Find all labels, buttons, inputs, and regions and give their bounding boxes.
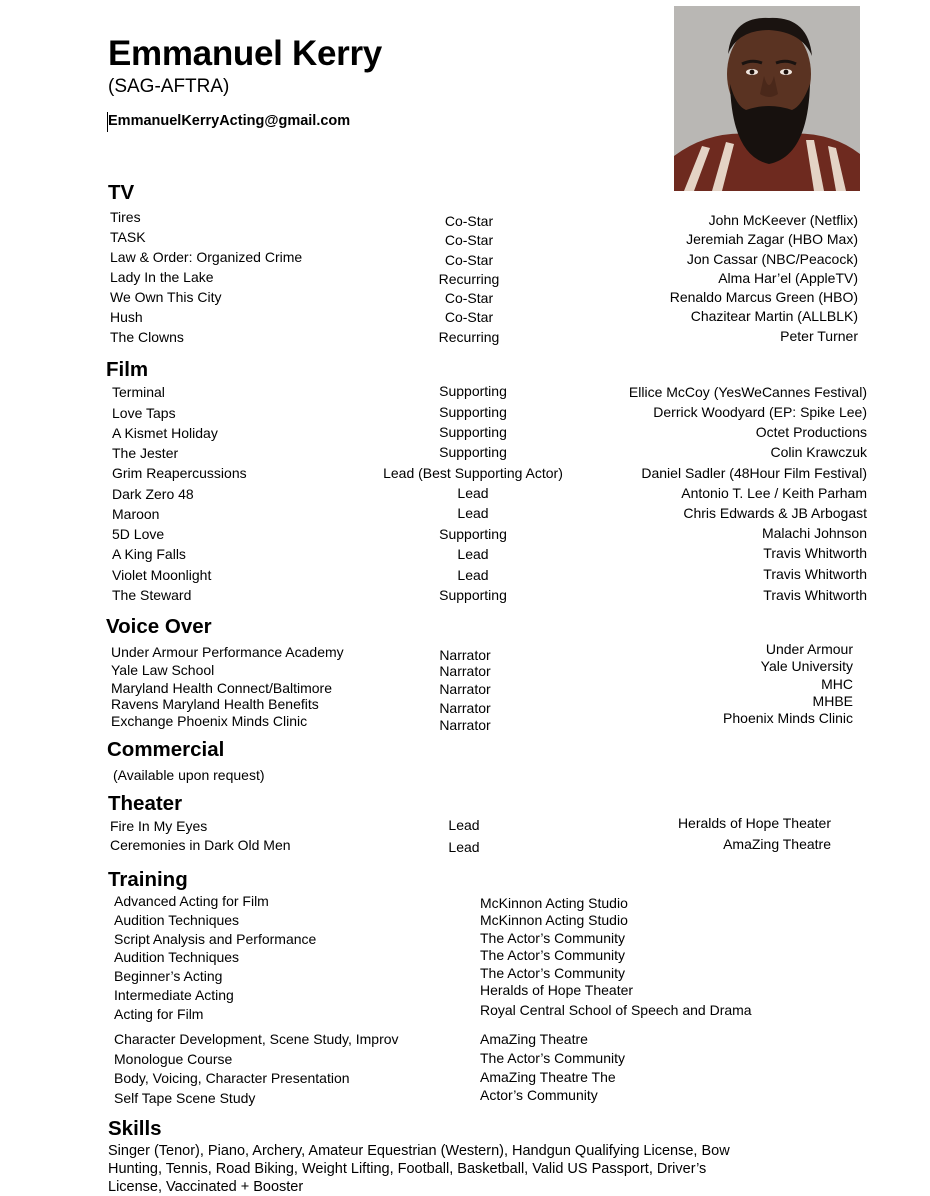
credit-role: Lead (Best Supporting Actor) <box>383 465 563 481</box>
credit-role: Co-Star <box>444 232 494 248</box>
credit-director: Octet Productions <box>755 424 867 440</box>
credit-role: Lead <box>457 567 489 583</box>
section-heading-tv: TV <box>108 181 135 204</box>
section-heading-commercial: Commercial <box>107 738 225 761</box>
credit-director: Ellice McCoy (YesWeCannes Festival) <box>628 384 867 400</box>
training-course: Advanced Acting for Film <box>114 893 269 909</box>
training-course: Body, Voicing, Character Presentation <box>114 1070 350 1086</box>
credit-title: Fire In My Eyes <box>110 818 208 834</box>
credit-role: Co-Star <box>444 290 494 306</box>
training-course: Script Analysis and Performance <box>114 931 317 947</box>
credit-title: Terminal <box>112 384 165 400</box>
credit-director: Peter Turner <box>780 328 858 344</box>
credit-title: Yale Law School <box>111 662 215 678</box>
credit-role: Narrator <box>439 681 491 697</box>
credit-director: Derrick Woodyard (EP: Spike Lee) <box>653 404 867 420</box>
credit-title: Law & Order: Organized Crime <box>110 249 303 265</box>
credit-role: Supporting <box>439 383 507 399</box>
training-school: The Actor’s Community <box>480 930 625 946</box>
credit-title: A Kismet Holiday <box>112 425 218 441</box>
credit-role: Supporting <box>439 424 507 440</box>
actor-name: Emmanuel Kerry <box>108 34 382 73</box>
credit-title: 5D Love <box>112 526 165 542</box>
credit-title: Dark Zero 48 <box>112 486 194 502</box>
training-course: Monologue Course <box>114 1051 233 1067</box>
commercial-note: (Available upon request) <box>113 767 265 783</box>
training-course: Audition Techniques <box>114 949 240 965</box>
training-course: Character Development, Scene Study, Improv <box>114 1031 399 1047</box>
credit-role: Lead <box>457 505 489 521</box>
training-school: The Actor’s Community <box>480 965 625 981</box>
credit-role: Supporting <box>439 526 507 542</box>
credit-role: Co-Star <box>444 213 494 229</box>
training-school: The Actor’s Community <box>480 947 625 963</box>
credit-role: Lead <box>457 485 489 501</box>
credit-title: Tires <box>110 209 141 225</box>
credit-director: John McKeever (Netflix) <box>708 212 858 228</box>
credit-role: Narrator <box>439 663 491 679</box>
credit-role: Narrator <box>439 717 491 733</box>
credit-title: The Jester <box>112 445 179 461</box>
training-school: The Actor’s Community <box>480 1050 625 1066</box>
credit-director: Travis Whitworth <box>763 545 867 561</box>
credit-director: Travis Whitworth <box>763 566 867 582</box>
credit-director: Under Armour <box>765 641 853 657</box>
training-course: Audition Techniques <box>114 912 240 928</box>
credit-director: Alma Har’el (AppleTV) <box>718 270 858 286</box>
credit-title: Love Taps <box>112 405 176 421</box>
training-school: Actor’s Community <box>480 1087 598 1103</box>
credit-director: Phoenix Minds Clinic <box>723 710 853 726</box>
credit-title: Ceremonies in Dark Old Men <box>110 837 291 853</box>
credit-title: TASK <box>110 229 146 245</box>
training-school: Heralds of Hope Theater <box>480 982 634 998</box>
training-school: McKinnon Acting Studio <box>480 895 628 911</box>
credit-title: Maryland Health Connect/Baltimore <box>111 680 332 696</box>
section-heading-theater: Theater <box>108 792 183 815</box>
credit-director: Yale University <box>760 658 853 674</box>
credit-director: Heralds of Hope Theater <box>677 815 831 831</box>
credit-title: The Clowns <box>110 329 184 345</box>
credit-director: Chazitear Martin (ALLBLK) <box>690 308 858 324</box>
credit-role: Supporting <box>439 587 507 603</box>
credit-director: MHBE <box>812 693 853 709</box>
training-school: Royal Central School of Speech and Drama <box>480 1002 752 1018</box>
credit-director: Jeremiah Zagar (HBO Max) <box>686 231 858 247</box>
training-course: Self Tape Scene Study <box>114 1090 256 1106</box>
credit-role: Supporting <box>439 444 507 460</box>
credit-role: Lead <box>457 546 489 562</box>
credit-role: Co-Star <box>444 252 494 268</box>
credit-role: Supporting <box>439 404 507 420</box>
credit-role: Narrator <box>439 700 491 716</box>
headshot-photo <box>674 6 860 191</box>
union-affiliation: (SAG-AFTRA) <box>108 76 230 97</box>
training-school: AmaZing Theatre The <box>480 1069 616 1085</box>
credit-director: Colin Krawczuk <box>770 444 867 460</box>
credit-director: Antonio T. Lee / Keith Parham <box>681 485 867 501</box>
credit-role: Narrator <box>439 647 491 663</box>
credit-title: A King Falls <box>112 546 186 562</box>
credit-title: We Own This City <box>110 289 222 305</box>
credit-title: Lady In the Lake <box>110 269 214 285</box>
credit-role: Recurring <box>438 271 500 287</box>
training-course: Beginner’s Acting <box>114 968 223 984</box>
credit-title: Exchange Phoenix Minds Clinic <box>111 713 308 729</box>
credit-title: Violet Moonlight <box>112 567 212 583</box>
credit-title: Maroon <box>112 506 160 522</box>
credit-role: Lead <box>448 817 480 833</box>
training-school: McKinnon Acting Studio <box>480 912 628 928</box>
credit-director: AmaZing Theatre <box>723 836 831 852</box>
email-link[interactable]: EmmanuelKerryActing@gmail.com <box>108 113 351 129</box>
credit-director: Renaldo Marcus Green (HBO) <box>669 289 858 305</box>
section-heading-skills: Skills <box>108 1117 162 1140</box>
credit-title: Hush <box>110 309 143 325</box>
credit-title: Under Armour Performance Academy <box>111 644 344 660</box>
credit-title: Ravens Maryland Health Benefits <box>111 696 319 712</box>
section-heading-voice-over: Voice Over <box>106 615 212 638</box>
training-school: AmaZing Theatre <box>480 1031 588 1047</box>
credit-director: Daniel Sadler (48Hour Film Festival) <box>641 465 867 481</box>
credit-director: MHC <box>821 676 853 692</box>
credit-director: Malachi Johnson <box>761 525 867 541</box>
skills-text: Singer (Tenor), Piano, Archery, Amateur Equestrian (Western), Handgun Qualifying License, Bow Hunting, Tennis, Road Biking, Weight Lifting, Football, Basketball, Valid US Passport, Driver’s License, Vaccinated + Booster <box>108 1143 730 1195</box>
credit-role: Lead <box>448 839 480 855</box>
training-course: Intermediate Acting <box>114 987 234 1003</box>
credit-title: Grim Reapercussions <box>112 465 247 481</box>
section-heading-film: Film <box>106 358 149 381</box>
credit-director: Jon Cassar (NBC/Peacock) <box>686 251 858 267</box>
credit-title: The Steward <box>112 587 192 603</box>
credit-director: Travis Whitworth <box>763 587 867 603</box>
credit-role: Recurring <box>438 329 500 345</box>
credit-role: Co-Star <box>444 309 494 325</box>
training-course: Acting for Film <box>114 1006 204 1022</box>
section-heading-training: Training <box>108 868 188 891</box>
credit-director: Chris Edwards & JB Arbogast <box>683 505 867 521</box>
